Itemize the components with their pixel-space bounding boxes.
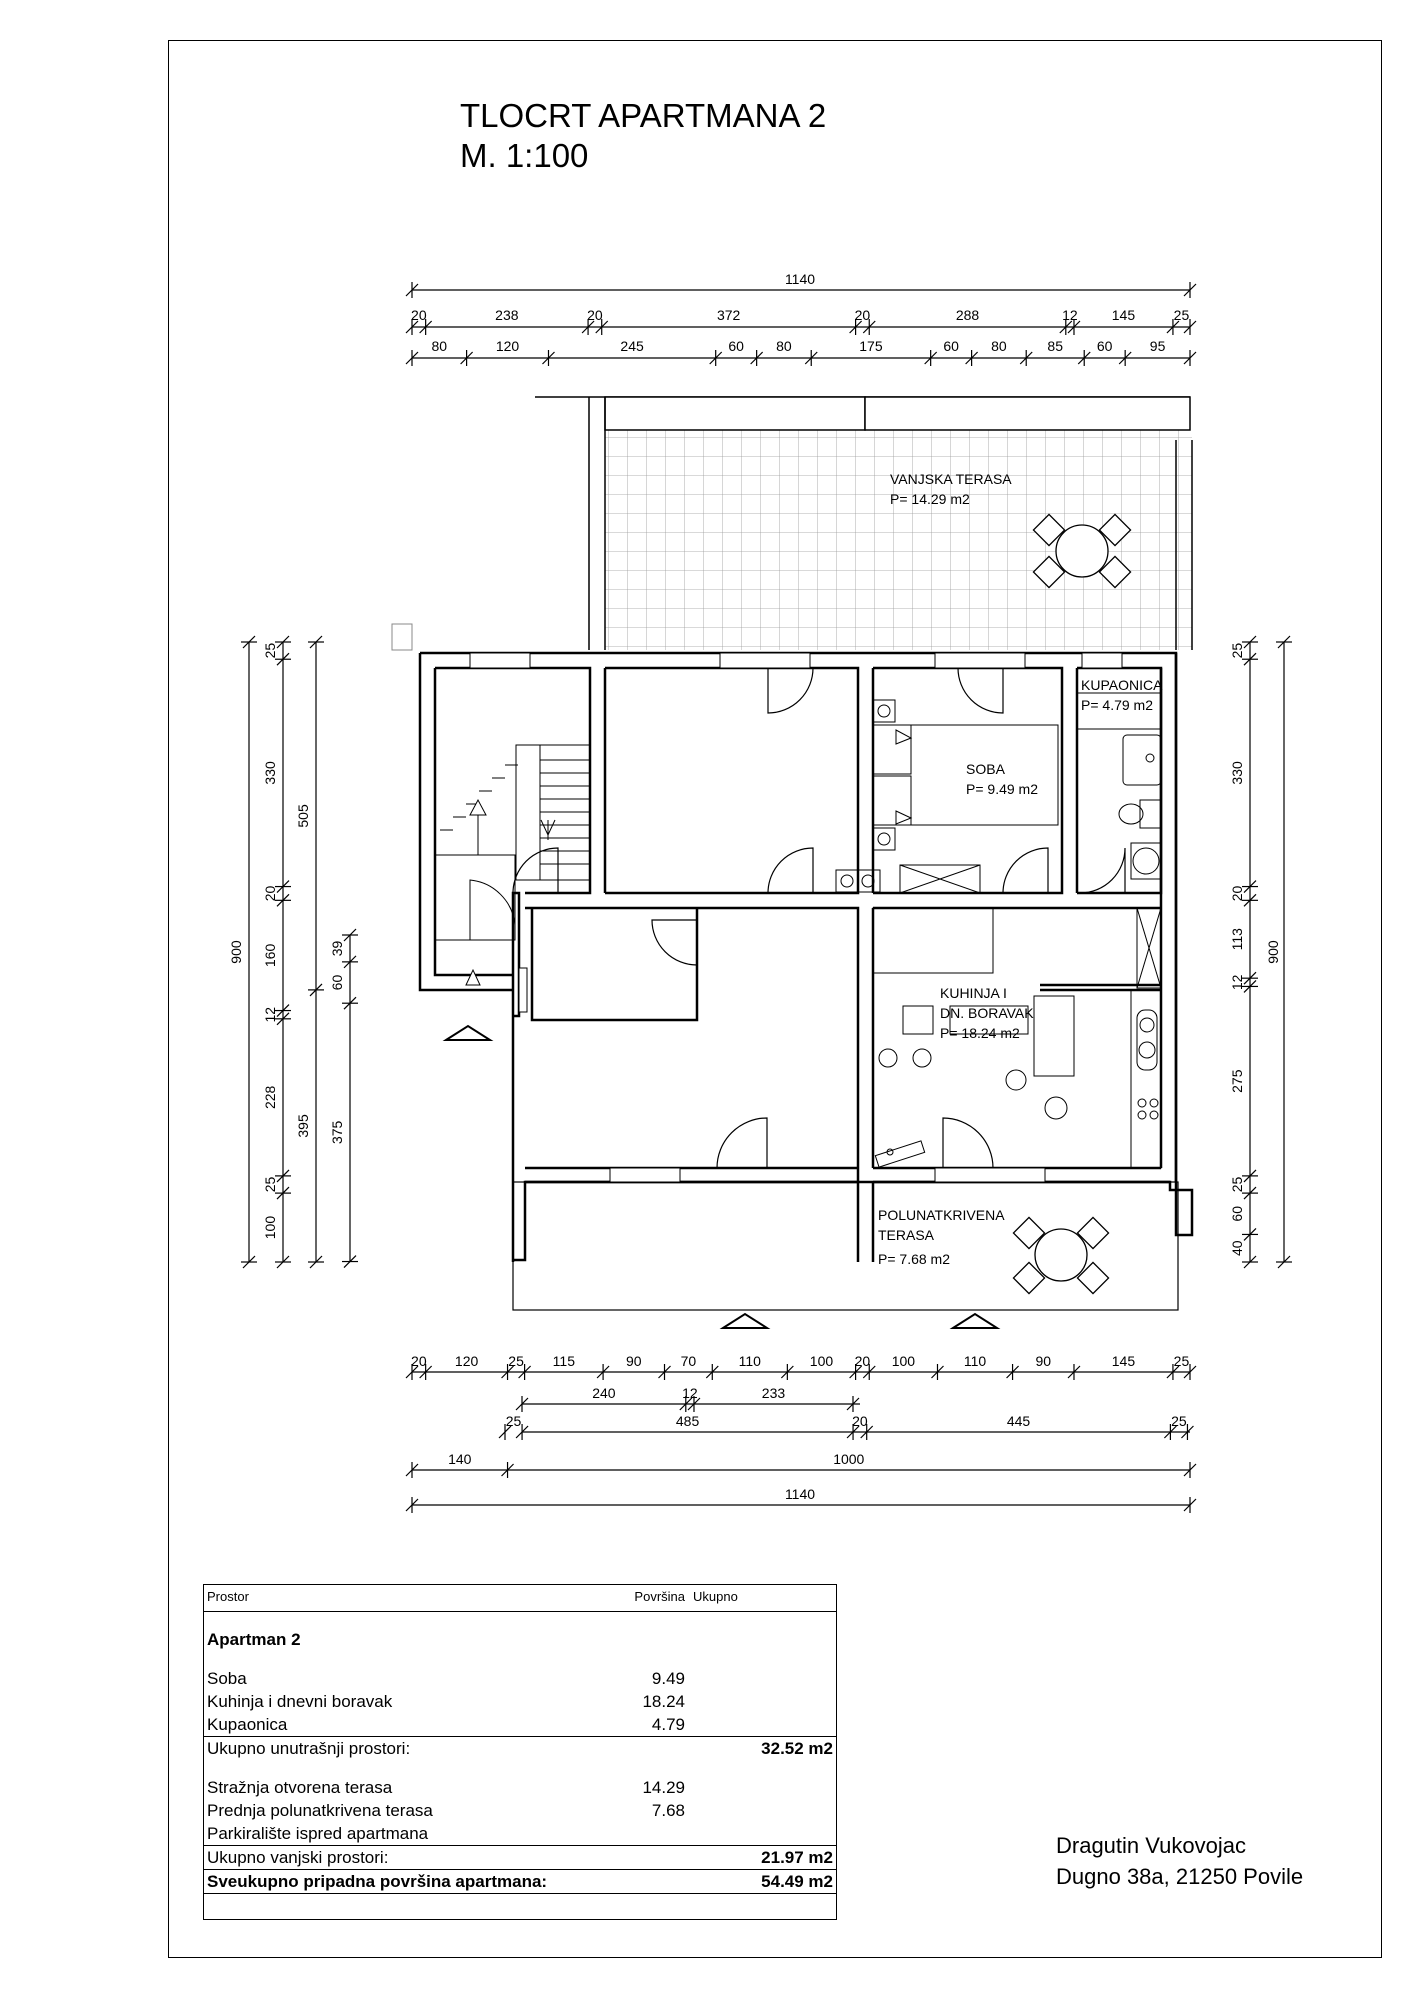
row-area xyxy=(601,1822,689,1846)
dimension-label: 25 xyxy=(1229,642,1245,659)
row-name: Parkiralište ispred apartmana xyxy=(207,1824,429,1843)
top-dimensions xyxy=(406,282,1196,366)
dimension-label: 60 xyxy=(943,338,959,354)
right-dimension-labels xyxy=(1229,643,1281,1256)
dimension-label: 1140 xyxy=(784,1486,816,1502)
kitchen-area: P= 18.24 m2 xyxy=(940,1025,1020,1041)
dimension-label: 100 xyxy=(809,1353,834,1369)
covered-terrace-name-2: TERASA xyxy=(878,1227,935,1243)
row-area: 9.49 xyxy=(651,1669,685,1688)
bath-area: P= 4.79 m2 xyxy=(1081,697,1153,713)
bedroom-name: SOBA xyxy=(966,761,1005,777)
dimension-label: 12 xyxy=(1062,307,1078,323)
dimension-label: 372 xyxy=(716,307,741,323)
dimension-label: 25 xyxy=(505,1413,522,1429)
row-area: 14.29 xyxy=(642,1778,685,1797)
dimension-label: 900 xyxy=(1265,940,1281,964)
table-row xyxy=(203,1713,837,1737)
dimension-label: 288 xyxy=(955,307,980,323)
dimension-label: 20 xyxy=(411,307,427,323)
left-dimension-labels xyxy=(228,643,345,1240)
bath-name: KUPAONICA xyxy=(1081,677,1163,693)
dimension-label: 140 xyxy=(448,1451,472,1467)
table-row xyxy=(203,1667,837,1690)
dimension-label: 330 xyxy=(262,761,278,785)
dimension-label: 505 xyxy=(295,804,311,828)
back-terrace xyxy=(392,397,1192,650)
dimension-label: 100 xyxy=(262,1215,278,1240)
row-area: 4.79 xyxy=(651,1715,685,1734)
dimension-label: 12 xyxy=(262,1006,278,1023)
covered-terrace-area: P= 7.68 m2 xyxy=(878,1251,950,1267)
dimension-label: 245 xyxy=(620,338,644,354)
terrace-area: P= 14.29 m2 xyxy=(890,491,970,507)
dimension-label: 80 xyxy=(991,338,1007,354)
author-block xyxy=(1056,1830,1303,1892)
row-name: Ukupno vanjski prostori: xyxy=(203,1846,601,1870)
table-row xyxy=(203,1799,837,1822)
dimension-label: 20 xyxy=(587,307,603,323)
bathroom-fixtures-icon xyxy=(1077,693,1161,879)
dimension-label: 238 xyxy=(495,307,519,323)
dimension-label: 25 xyxy=(1171,1413,1187,1429)
author-address: Dugno 38a, 21250 Povile xyxy=(1056,1864,1304,1889)
dimension-label: 25 xyxy=(508,1353,524,1369)
dimension-label: 20 xyxy=(854,307,871,323)
dimension-label: 485 xyxy=(675,1413,700,1429)
dimension-label: 25 xyxy=(1229,1176,1245,1193)
row-total: 32.52 m2 xyxy=(689,1737,837,1761)
dimension-label: 80 xyxy=(776,338,792,354)
dimension-label: 120 xyxy=(495,338,520,354)
terrace-name: VANJSKA TERASA xyxy=(890,471,1012,487)
dimension-label: 275 xyxy=(1229,1069,1245,1093)
dimension-label: 25 xyxy=(1173,307,1190,323)
dimension-label: 39 xyxy=(329,940,345,957)
dim-top-total: 1140 xyxy=(784,271,816,287)
dimension-label: 110 xyxy=(963,1353,987,1369)
col-total: Ukupno xyxy=(689,1584,837,1612)
dimension-label: 20 xyxy=(262,885,278,902)
row-name: Stražnja otvorena terasa xyxy=(207,1778,393,1797)
entrance-arrows xyxy=(446,1026,997,1328)
dimension-label: 20 xyxy=(411,1353,427,1369)
dimension-label: 25 xyxy=(262,1176,278,1193)
dimension-label: 240 xyxy=(592,1385,616,1401)
title-text: TLOCRT APARTMANA 2 xyxy=(460,97,827,134)
dimension-label: 330 xyxy=(1229,761,1245,785)
dimension-label: 95 xyxy=(1149,338,1166,354)
table-row xyxy=(203,1690,837,1713)
dimension-label: 12 xyxy=(1229,974,1245,991)
dimension-label: 113 xyxy=(1229,928,1245,951)
row-area: 7.68 xyxy=(651,1801,685,1820)
grand-total-row xyxy=(203,1870,837,1894)
dimension-label: 395 xyxy=(295,1114,311,1138)
row-total: 21.97 m2 xyxy=(689,1846,837,1870)
author-name: Dragutin Vukovojac xyxy=(1056,1833,1246,1858)
scale-text: M. 1:100 xyxy=(460,137,589,174)
row-name: Ukupno unutrašnji prostori: xyxy=(203,1737,601,1761)
col-area: Površina xyxy=(601,1584,689,1612)
dimension-label: 60 xyxy=(1229,1205,1245,1222)
dimension-label: 25 xyxy=(262,642,278,659)
dimension-label: 145 xyxy=(1111,1353,1136,1369)
walls xyxy=(420,653,1192,1262)
bottom-dimension-labels xyxy=(411,1353,1189,1502)
row-area: 18.24 xyxy=(642,1692,685,1711)
dimension-label: 120 xyxy=(454,1353,479,1369)
table-row xyxy=(203,1822,837,1846)
dimension-label: 85 xyxy=(1047,338,1064,354)
dimension-label: 20 xyxy=(1229,885,1245,902)
dimension-label: 175 xyxy=(859,338,883,354)
row-name: Soba xyxy=(207,1669,247,1688)
dimension-label: 25 xyxy=(1173,1353,1190,1369)
row-name: Prednja polunatkrivena terasa xyxy=(207,1801,433,1820)
kitchen-name-1: KUHINJA I xyxy=(940,985,1007,1001)
table-row xyxy=(203,1776,837,1799)
kitchen-name-2: DN. BORAVAK xyxy=(940,1005,1034,1021)
dimension-label: 115 xyxy=(552,1353,576,1369)
dimension-label: 445 xyxy=(1006,1413,1031,1429)
windows xyxy=(470,653,1122,1182)
interior-total-row xyxy=(203,1737,837,1761)
dimension-label: 40 xyxy=(1229,1240,1245,1257)
dimension-label: 90 xyxy=(1035,1353,1052,1369)
table-header xyxy=(203,1584,837,1612)
top-dimension-labels xyxy=(411,271,1189,354)
dimension-label: 100 xyxy=(891,1353,916,1369)
area-table xyxy=(203,1584,837,1894)
dimension-label: 375 xyxy=(329,1120,345,1145)
dimension-label: 233 xyxy=(761,1385,786,1401)
dimension-label: 60 xyxy=(329,974,345,991)
dimension-label: 60 xyxy=(1096,338,1113,354)
dimension-label: 20 xyxy=(852,1413,868,1429)
dimension-label: 90 xyxy=(626,1353,642,1369)
row-name: Sveukupno pripadna površina apartmana: xyxy=(203,1870,601,1894)
dimension-label: 160 xyxy=(262,943,278,968)
dimension-label: 110 xyxy=(738,1353,761,1369)
exterior-total-row xyxy=(203,1846,837,1870)
row-name: Kuhinja i dnevni boravak xyxy=(207,1692,393,1711)
covered-terrace-name-1: POLUNATKRIVENA xyxy=(878,1207,1005,1223)
dimension-label: 1000 xyxy=(833,1451,865,1467)
section-title: Apartman 2 xyxy=(207,1630,301,1649)
row-name: Kupaonica xyxy=(207,1715,288,1734)
dimension-label: 70 xyxy=(680,1353,697,1369)
dimension-label: 80 xyxy=(431,338,448,354)
dimension-label: 12 xyxy=(682,1385,698,1401)
dimension-label: 60 xyxy=(728,338,744,354)
dimension-label: 228 xyxy=(262,1085,278,1110)
row-total: 54.49 m2 xyxy=(689,1870,837,1894)
dimension-label: 145 xyxy=(1111,307,1136,323)
col-space: Prostor xyxy=(203,1584,601,1612)
bedroom-area: P= 9.49 m2 xyxy=(966,781,1038,797)
dimension-label: 20 xyxy=(854,1353,871,1369)
dimension-label: 900 xyxy=(228,940,244,964)
front-terrace-table-icon xyxy=(1013,1217,1108,1293)
